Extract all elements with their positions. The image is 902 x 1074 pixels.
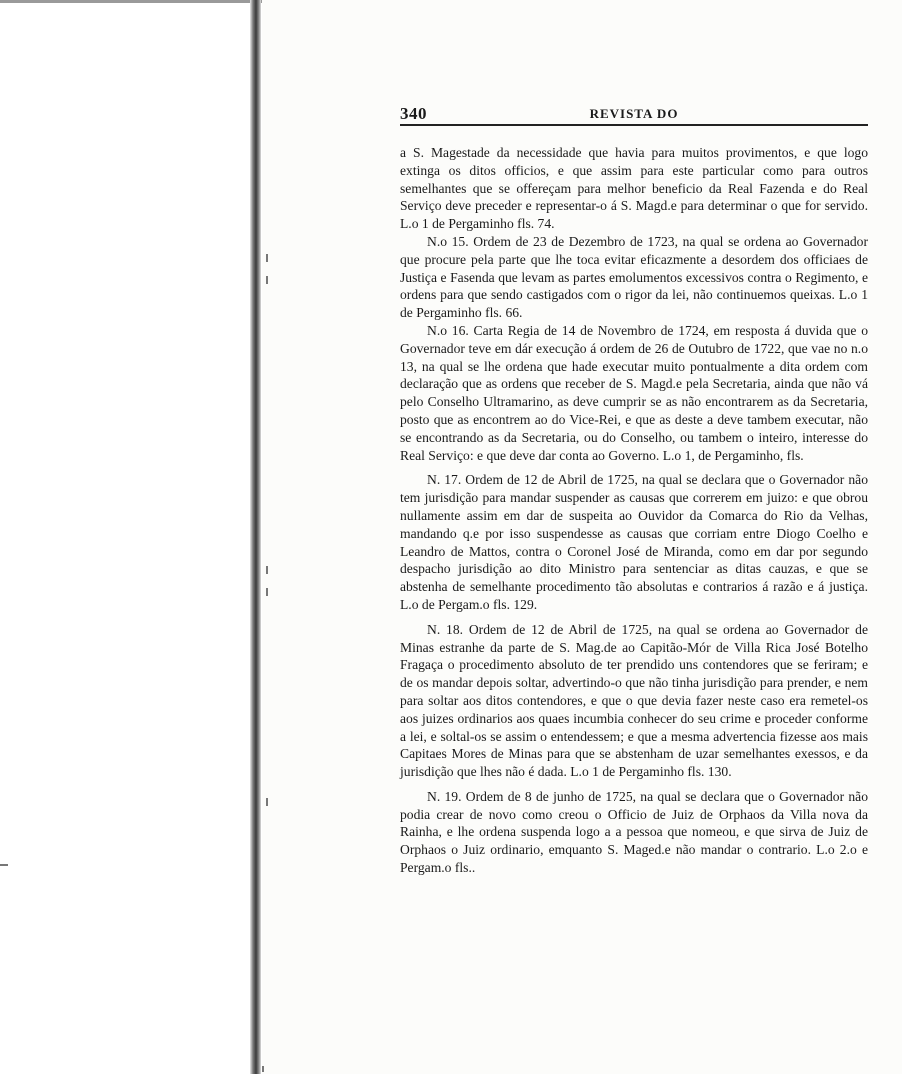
- scan-speck: [266, 588, 268, 596]
- paragraph-item-19: N. 19. Ordem de 8 de junho de 1725, na qual se declara que o Governador não podia crear de novo como creou o Officio de Juiz de Orphaos da Villa nova da Rainha, e lhe ordena suspenda logo a a pessoa que nomeou, e que sirva de Juiz de Orphaos o Juiz ordinario, emquanto S. Maged.e não mandar o contrario. L.o 2.o e Pergam.o fls..: [400, 788, 868, 876]
- header-rule: [400, 124, 868, 126]
- scan-speck: [0, 864, 8, 866]
- scan-speck: [266, 566, 268, 574]
- page-header: [400, 104, 868, 124]
- paragraph-item-18: N. 18. Ordem de 12 de Abril de 1725, na qual se ordena ao Governador de Minas estranhe da parte de S. Mag.de ao Capitão-Mór de Villa Rica José Botelho Fragaça o procedimento absoluto de ter prendido uns contendores que se feriram; e de os mandar depois soltar, advertindo-o que não tinha jurisdição para prender, e nem para soltar aos ditos contendores, e que o que devia fazer neste caso era remetel-os aos juizes ordinarios aos quaes incumbia conhecer do seu crime e proceder conforme a lei, e soltal-os se assim o entendessem; e que a mesma advertencia fizesse aos mais Capitaes Mores de Minas para que se abstenham de uzar semelhantes exessos, e da jurisdição que lhes não é dada. L.o 1 de Pergaminho fls. 130.: [400, 621, 868, 780]
- scan-speck: [266, 254, 268, 262]
- left-margin-blank: [0, 0, 250, 1074]
- paragraph-item-16: N.o 16. Carta Regia de 14 de Novembro de 1724, em resposta á duvida que o Governador teve em dár execução á ordem de 26 de Outubro de 1722, que vae no n.o 13, na qual se lhe ordena que hade executar muito pontualmente a dita ordem com declaração que as ordens que receber de S. Magd.e pela Secretaria, ainda que não vá pelo Conselho Ultramarino, as deve cumprir se as não encontrarem as da Secretaria, posto que as encontrem ao do Vice-Rei, e que as deste a deve tambem executar, não se encontrando as da Secretaria, ou do Conselho, ou tambem o inteiro, interesse do Real Serviço: e que deve dar conta ao Governo. L.o 1, de Pergaminho, fls.: [400, 322, 868, 463]
- paragraph-item-17: N. 17. Ordem de 12 de Abril de 1725, na qual se declara que o Governador não tem jurisdição para mandar suspender as causas que correrem em juizo: e que obrou nullamente assim em dar de suspeita ao Ouvidor da Comarca do Rio da Velhas, mandando q.e por isso suspendesse as causas que corriam entre Diogo Coelho e Leandro de Mattos, contra o Coronel José de Miranda, como em dar por segundo despacho jurisdição ao dito Ministro para sentenciar as ditas cauzas, e que se abstenha de semelhante procedimento tão absolutas e contrarios á razão e á justiça. L.o de Pergam.o fls. 129.: [400, 472, 868, 612]
- scan-speck: [266, 798, 268, 806]
- book-spine-shadow: [250, 0, 261, 1074]
- scan-speck: [266, 276, 268, 284]
- paragraph-continuation: a S. Magestade da necessidade que havia para muitos provimentos, e que logo extinga os ditos officios, e que assim para este particular como para outros semelhantes que se offereçam para melhor beneficio da Real Fazenda e do Real Serviço deve preceder e representar-o á S. Magd.e para determinar o que for servido. L.o 1 de Pergaminho fls. 74.: [400, 145, 868, 232]
- paragraph-item-15: N.o 15. Ordem de 23 de Dezembro de 1723, na qual se ordena ao Governador que procure pela parte que lhe toca evitar eficazmente a desordem dos officiaes de Justiça e Fasenda que levam as partes emolumentos excessivos contra o Regimento, e ordens para que sendo castigados com o rigor da lei, não continuemos queixas. L.o 1 de Pergaminho fls. 66.: [400, 233, 868, 321]
- scan-speck: [262, 1066, 264, 1072]
- running-title: REVISTA DO: [589, 106, 679, 121]
- page-number: 340: [400, 104, 427, 123]
- body-text: [400, 144, 868, 877]
